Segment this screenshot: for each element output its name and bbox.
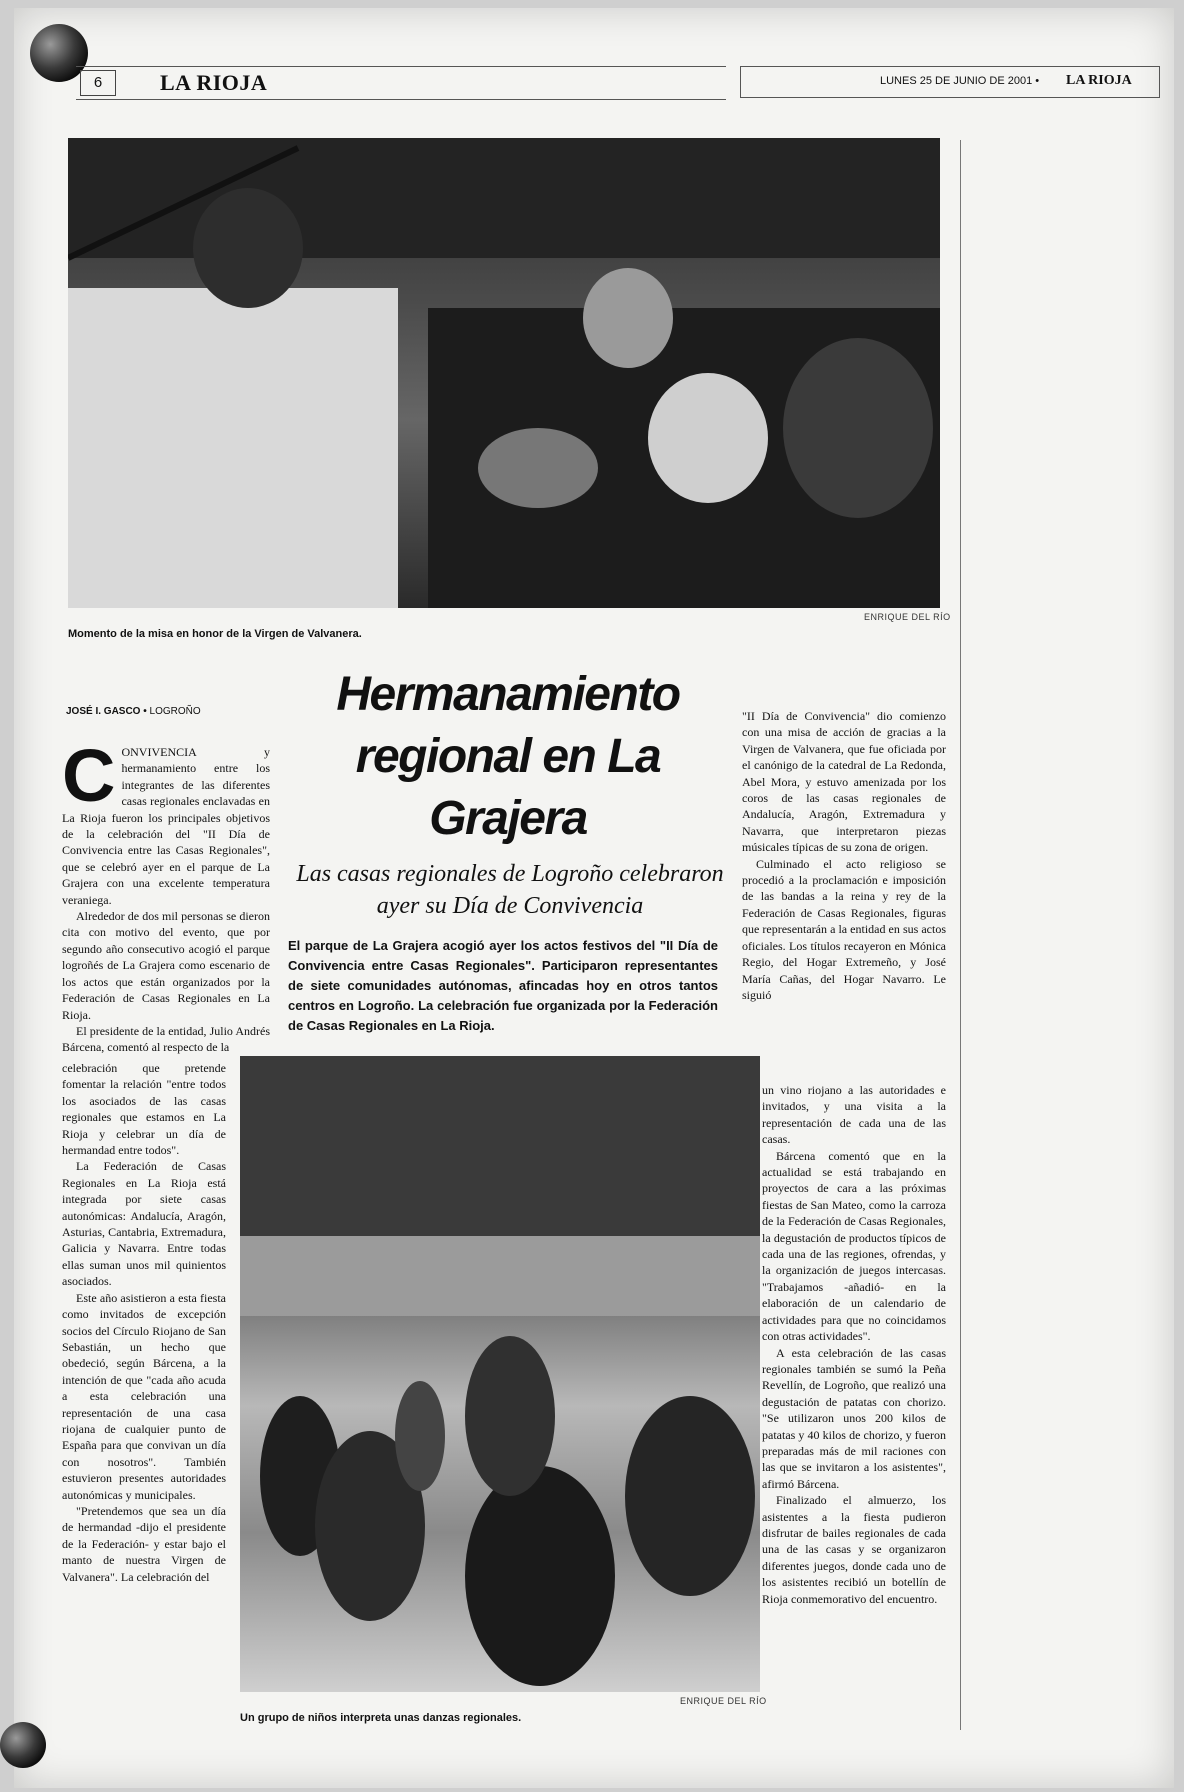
byline-place: LOGROÑO xyxy=(149,706,201,717)
paragraph: celebración que pretende fomentar la relación "entre todos los asociados de las casas regionales que estamos en La Rioja y celebrar un día de hermandad entre todos". xyxy=(62,1061,226,1158)
paragraph: A esta celebración de las casas regionales también se sumó la Peña Revellín, de Logroño, que realizó una degustación de patatas con chorizo. "Se utilizaron unos 200 kilos de patatas y 40 kilos de chorizo, y fueron preparadas más de mil raciones con las que se invitaron a los asistentes", afirmó Bárcena. xyxy=(762,1345,946,1491)
photo-credit: ENRIQUE DEL RÍO xyxy=(864,612,951,622)
paragraph: un vino riojano a las autoridades e invitados, y una visita a la representación de cada una de las casas. xyxy=(762,1083,946,1147)
article-column-1-continued xyxy=(62,1060,226,1585)
paragraph: Bárcena comentó que en la actualidad se está trabajando en proyectos de cara a las próximas fiestas de San Mateo, como la carroza de la Federación de Casas Regionales, la degustación de productos típicos de cada una de las regiones, ofrendas, y la organización de juegos intercasas. "Trabajamos -añadió- en la elaboración de un calendario de actividades para que no coincidamos con otras actividades". xyxy=(762,1148,946,1344)
publication-name: LA RIOJA xyxy=(160,70,268,95)
photo-dances xyxy=(240,1056,760,1692)
paragraph: Este año asistieron a esta fiesta como invitados de excepción socios del Círculo Riojano de San Sebastián, un hecho que obedeció, según Bárcena, a la intención de que "cada año acuda a esta celebración una representación de una casa riojana de cualquier punto de España para que convivan un día con nosotros". También estuvieron presentes autoridades autonómicas y municipales. xyxy=(62,1290,226,1502)
paragraph: "Pretendemos que sea un día de hermandad -dijo el presidente de la Federación- y estar bajo el manto de nuestra Virgen de Valvanera". La celebración del xyxy=(62,1503,226,1584)
paragraph: Alrededor de dos mil personas se dieron cita con motivo del evento, que por segundo año consecutivo acogió el parque logroñés de La Grajera como escenario de los actos que están organizados por la Federación de Casas Regionales en La Rioja. xyxy=(62,909,270,1022)
column-divider xyxy=(960,140,961,1730)
article-column-3-continued xyxy=(762,1082,946,1607)
paragraph: ONVIVENCIA y hermanamiento entre los integrantes de las diferentes casas regionales enclavadas en La Rioja fueron los principales objetivos de la celebración del "II Día de Convivencia entre las Casas Regionales", que se celebró ayer en el parque de La Grajera con una excelente temperatura veraniega. xyxy=(62,745,270,907)
article-column-1 xyxy=(62,734,270,1056)
page-number: 6 xyxy=(80,70,116,96)
byline xyxy=(66,706,201,717)
paragraph: La Federación de Casas Regionales en La Rioja está integrada por siete casas autonómicas: Andalucía, Aragón, Asturias, Cantabria, Extremadura, Galicia y Navarra. Entre todas ellas suman unos mil quinientos asociados. xyxy=(62,1159,226,1289)
lead-paragraph: El parque de La Grajera acogió ayer los actos festivos del "II Día de Convivencia entre Casas Regionales". Participaron representantes de siete comunidades autónomas, afincadas hoy en otros tantos centros en Logroño. La celebración fue organizada por la Federación de Casas Regionales en La Rioja. xyxy=(288,938,718,1033)
drop-cap: C xyxy=(62,734,116,817)
photo-caption: Un grupo de niños interpreta unas danzas regionales. xyxy=(240,1712,522,1724)
photo-mass xyxy=(68,138,940,608)
publication-name-small: LA RIOJA xyxy=(1066,73,1132,88)
subheadline: Las casas regionales de Logroño celebraron ayer su Día de Convivencia xyxy=(296,861,724,919)
paragraph: Finalizado el almuerzo, los asistentes a la fiesta pudieron disfrutar de bailes regionales de cada una de las casas y se organizaron diferentes juegos, donde cada uno de los asistentes recibió un botellín de Rioja conmemorativo del encuentro. xyxy=(762,1493,946,1606)
paragraph: "II Día de Convivencia" dio comienzo con una misa de acción de gracias a la Virgen de Valvanera, que fue oficiada por el canónigo de la catedral de La Redonda, Abel Mora, y estuvo amenizada por los coros de las casas regionales de Andalucía, Aragón, Extremadura y Navarra, que interpretaron piezas músicales típicas de su zona de origen. xyxy=(742,709,946,855)
photo-credit: ENRIQUE DEL RÍO xyxy=(680,1696,767,1706)
headline: Hermanamiento regional en La Grajera xyxy=(336,668,680,845)
article-column-3 xyxy=(742,708,946,1003)
paragraph: El presidente de la entidad, Julio Andrés Bárcena, comentó al respecto de la xyxy=(62,1023,270,1055)
issue-date: LUNES 25 DE JUNIO DE 2001 • xyxy=(880,75,1040,87)
paragraph: Culminado el acto religioso se procedió a la proclamación e imposición de las bandas a la reina y rey de la Federación de Casas Regionales, figuras que representarán a la entidad en sus actos oficiales. Los títulos recayeron en Mónica Regio, del Hogar Extremeño, y José María Cañas, del Hogar Navarro. Le siguió xyxy=(742,856,946,1002)
pushpin-icon xyxy=(0,1722,46,1768)
byline-author: JOSÉ I. GASCO • xyxy=(66,706,147,717)
photo-caption: Momento de la misa en honor de la Virgen de Valvanera. xyxy=(68,628,362,640)
